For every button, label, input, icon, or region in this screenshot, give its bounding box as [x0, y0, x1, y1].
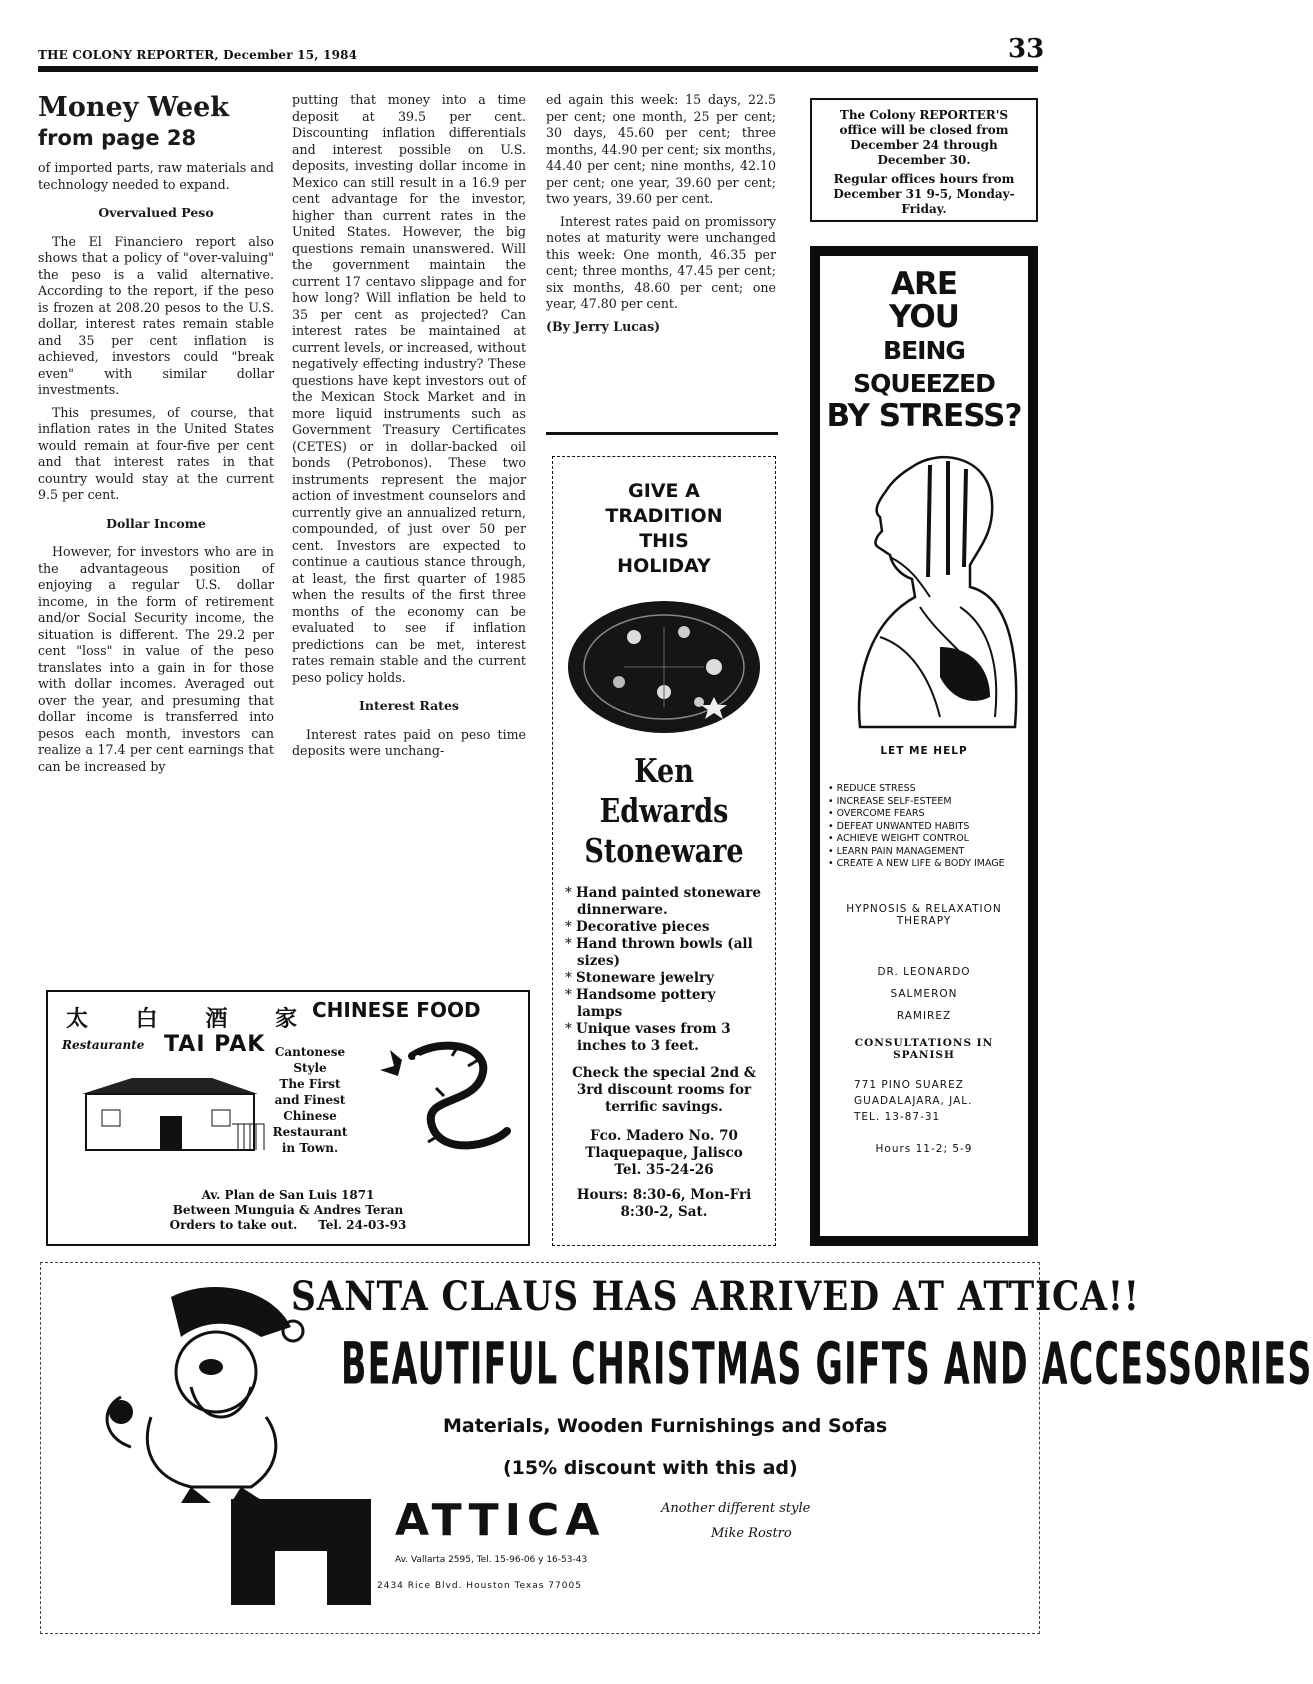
ken-edwards-ad [552, 456, 776, 1246]
list-item: * Hand painted stoneware dinnerware. [563, 885, 765, 919]
attica-ad [40, 1262, 1313, 1634]
attica-address-1: Av. Vallarta 2595, Tel. 15-96-06 y 16-53-43 [395, 1555, 588, 1565]
stress-title-2: YOU [889, 299, 959, 335]
stress-ad-panel [820, 256, 1028, 1236]
ken-headline-1: GIVE A [628, 480, 700, 502]
attica-logo: ATTICA [395, 1495, 606, 1546]
let-me-help: LET ME HELP [880, 745, 968, 757]
masthead: THE COLONY REPORTER, December 15, 1984 [38, 48, 358, 62]
subhead-dollar-income: Dollar Income [106, 515, 206, 531]
stress-title-1: ARE [890, 266, 958, 302]
chinese-characters: 太 白 酒 家 [66, 1007, 317, 1032]
list-item: * Stoneware jewelry [563, 970, 765, 987]
article-column-2 [292, 92, 526, 766]
paragraph: The El Financiero report also shows that a policy of "over-valuing" the peso is a valid alternative. According to the report, if the peso is frozen at 208.20 pesos to the U.S. dollar, interest rates remain stable and 35 per cent inflation is achieved, investors could "break even" with similar dollar investments. [38, 233, 274, 397]
attica-subhead: BEAUTIFUL CHRISTMAS GIFTS AND ACCESSORIES [341, 1331, 1313, 1399]
ken-name-2: Stoneware [584, 831, 744, 870]
masthead-rule [38, 66, 1038, 72]
ken-address: Fco. Madero No. 70 Tlaquepaque, Jalisco Tel. 35-24-26 [585, 1128, 743, 1178]
stress-service: HYPNOSIS & RELAXATION THERAPY [846, 902, 1002, 927]
list-item: * Hand thrown bowls (all sizes) [563, 936, 765, 970]
office-notice [810, 98, 1038, 222]
list-item: • LEARN PAIN MANAGEMENT [828, 846, 1028, 859]
paragraph: putting that money into a time deposit at 39.5 per cent. Discounting inflation differentials and interest possible on U.S. deposits, investing dollar income in Mexico can still result in a 16.9 per cent advantage for the investor, higher than current rates in the United States. However, the big questions remain unanswered. Will the government maintain the current 17 centavo slippage and for how long? Will inflation be held to 35 per cent as projected? Can interest rates be maintained at current levels, or increased, without negatively effecting industry? These questions have kept investors out of the Mexican Stock Market and in more liquid instruments such as Government Treasury Certificates (CETES) or in dollar-backed oil bonds (Petrobonos). These two instruments represent the major action of investment counselors and currently give an annualized return, compounded, of just over 50 per cent. Investors are expected to continue a cautious stance through, at least, the first quarter of 1985 when the results of the first three months of the economy can be evaluated to see if inflation predictions can be met, interest rates remain stable and the current peso policy holds. [292, 92, 526, 685]
subhead-overvalued-peso: Overvalued Peso [98, 205, 214, 220]
list-item: • OVERCOME FEARS [828, 808, 1028, 821]
list-item: • ACHIEVE WEIGHT CONTROL [828, 833, 1028, 846]
ken-items-list [563, 885, 765, 1055]
stoneware-plate-image [564, 597, 764, 737]
stress-title-4: BY STRESS? [826, 398, 1022, 434]
headline-jump: from page 28 [38, 126, 197, 150]
chinese-address: Av. Plan de San Luis 1871 Between Munguia & Andres Teran Orders to take out. Tel. 24-03-93 [169, 1188, 407, 1232]
ken-headline-4: HOLIDAY [617, 555, 711, 577]
ken-headline-3: THIS [639, 530, 689, 552]
headline: Money Week [38, 92, 229, 123]
santa-claus-illustration [81, 1277, 311, 1507]
column-3-rule [546, 432, 778, 435]
attica-signature: Another different style Mike Rostro [661, 1501, 811, 1541]
list-item: * Unique vases from 3 inches to 3 feet. [563, 1021, 765, 1055]
list-item: • INCREASE SELF-ESTEEM [828, 796, 1028, 809]
paragraph: ed again this week: 15 days, 22.5 per cent; one month, 25 per cent; 30 days, 45.60 per cent; three months, 44.90 per cent; six months, 44.40 per cent; nine months, 42.10 per cent; one year, 39.60 per cent; two years, 39.60 per cent. [546, 92, 776, 206]
list-item: • REDUCE STRESS [828, 783, 1028, 796]
stress-hours: Hours 11-2; 5-9 [875, 1142, 973, 1155]
ken-special: Check the special 2nd & 3rd discount rooms for terrific savings. [572, 1065, 756, 1115]
ken-headline-2: TRADITION [605, 505, 723, 527]
article-column-3 [546, 92, 776, 335]
chinese-description: Cantonese Style The First and Finest Chinese Restaurant in Town. [272, 1045, 348, 1155]
attica-headline: SANTA CLAUS HAS ARRIVED AT ATTICA!! [291, 1273, 1140, 1320]
paragraph: However, for investors who are in the advantageous position of enjoying a regular U.S. dollar income, in the form of retirement and/or Social Security income, the situation is different. The 29.2 per cent "loss" in value of the peso translates into a gain in for those with dollar incomes. Averaged out over the year, and presuming that dollar income is transferred into pesos each month, investors can realize a 17.4 per cent earnings that can be increased by [38, 544, 274, 774]
page-number: 33 [1008, 34, 1045, 64]
dragon-illustration [372, 1036, 522, 1172]
attica-address-2: 2434 Rice Blvd. Houston Texas 77005 [377, 1581, 582, 1591]
stress-consult: CONSULTATIONS IN SPANISH [854, 1036, 994, 1061]
attica-line-1: Materials, Wooden Furnishings and Sofas [443, 1415, 888, 1437]
paragraph: of imported parts, raw materials and technology needed to expand. [38, 160, 274, 192]
stress-title-3: BEING SQUEEZED [853, 336, 995, 398]
stress-benefits-list [820, 783, 1028, 871]
chinese-food-title: CHINESE FOOD [312, 998, 481, 1022]
ken-name-1: Ken Edwards [599, 751, 729, 830]
notice-hours: Regular offices hours from December 31 9-5, Monday-Friday. [833, 172, 1015, 216]
restaurante-label: Restaurante [62, 1038, 145, 1052]
doctor-name: DR. LEONARDO SALMERON RAMIREZ [877, 965, 971, 1022]
attica-logo-block [231, 1499, 371, 1605]
anatomy-figure-illustration [820, 447, 1028, 737]
paragraph: Interest rates paid on promissory notes at maturity were unchanged this week: One month, 46.35 per cent; three months, 47.45 per cent; six months, 48.60 per cent; one year, 47.80 per cent. [546, 213, 776, 311]
byline: (By Jerry Lucas) [546, 318, 661, 334]
ken-hours: Hours: 8:30-6, Mon-Fri 8:30-2, Sat. [576, 1187, 752, 1220]
list-item: * Decorative pieces [563, 919, 765, 936]
paragraph: This presumes, of course, that inflation rates in the United States would remain at four-five per cent and that interest rates in that country would stay at the current 9.5 per cent. [38, 404, 274, 502]
stress-address: 771 PINO SUAREZ GUADALAJARA, JAL. TEL. 13-87-31 [854, 1078, 973, 1123]
chinese-food-ad [46, 990, 530, 1246]
article-column-1 [38, 92, 274, 781]
attica-line-2: (15% discount with this ad) [503, 1457, 798, 1479]
restaurant-name: TAI PAK [164, 1032, 266, 1057]
restaurant-building-illustration [72, 1064, 268, 1156]
list-item: • CREATE A NEW LIFE & BODY IMAGE [828, 858, 1028, 871]
notice-closed: The Colony REPORTER'S office will be closed from December 24 through December 30. [839, 108, 1009, 167]
paragraph: Interest rates paid on peso time deposits were unchang- [292, 726, 526, 758]
list-item: * Handsome pottery lamps [563, 987, 765, 1021]
list-item: • DEFEAT UNWANTED HABITS [828, 821, 1028, 834]
subhead-interest-rates: Interest Rates [359, 698, 459, 713]
stress-ad [810, 246, 1038, 1246]
